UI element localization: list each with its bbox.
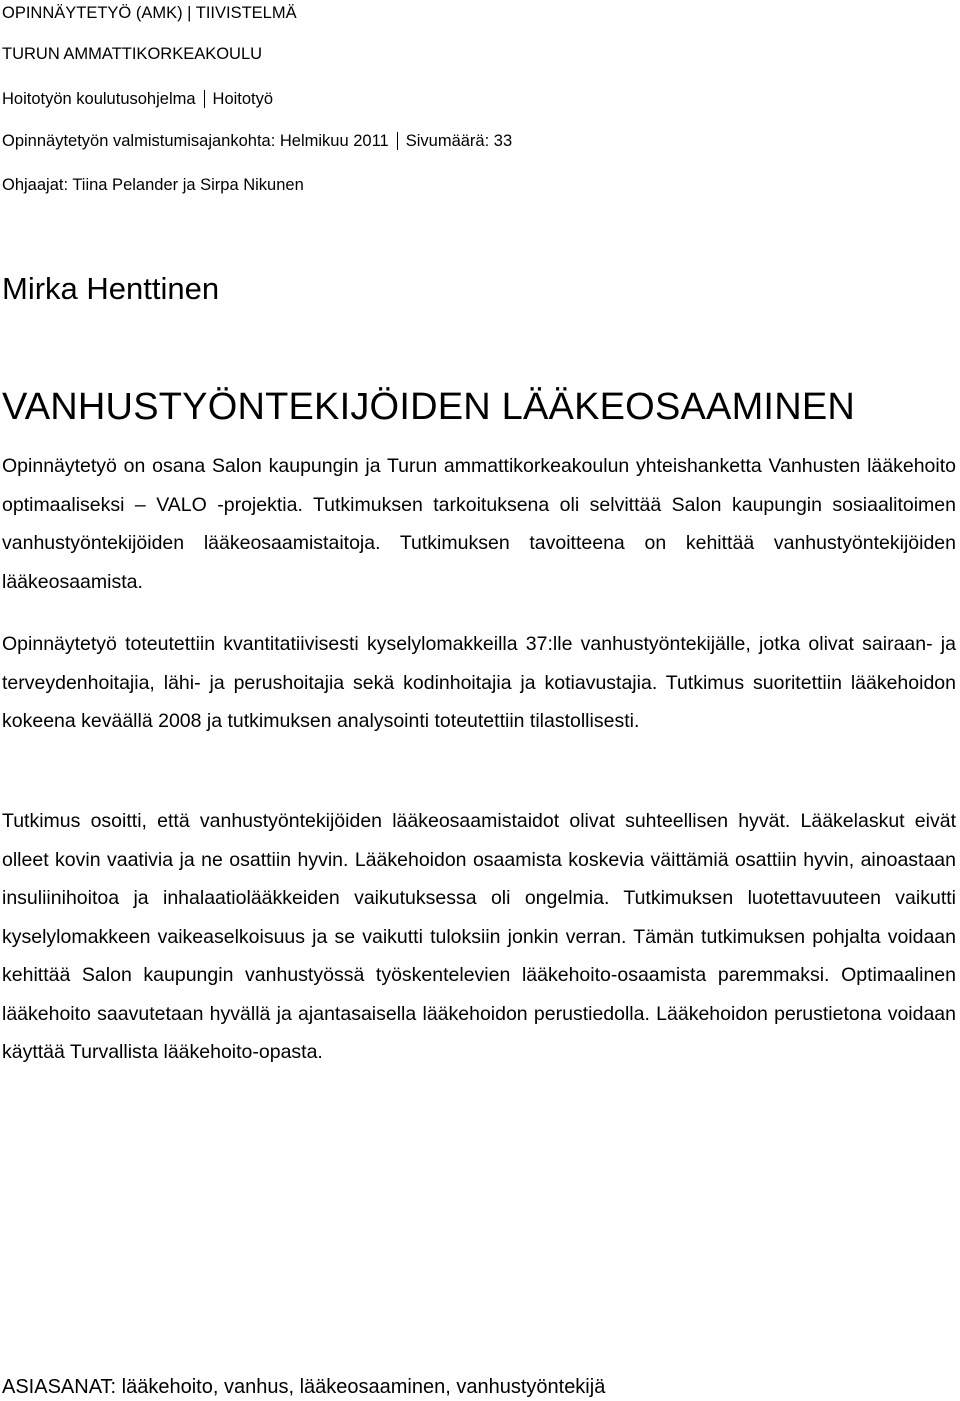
thesis-title: VANHUSTYÖNTEKIJÖIDEN LÄÄKEOSAAMINEN bbox=[2, 386, 856, 428]
abstract-paragraph-1: Opinnäytetyö on osana Salon kaupungin ja Turun ammattikorkeakoulun yhteishanketta Vanhusten lääkehoito optimaaliseksi – VALO -projektia. Tutkimuksen tarkoituksena oli selvittää Salon kaupungin sosiaalitoimen vanhustyöntekijöiden lääkeosaamistaitoja. Tutkimuksen tavoitteena on kehittää vanhustyöntekijöiden lääkeosaamista. bbox=[2, 455, 956, 593]
abstract-paragraph-2: Opinnäytetyö toteutettiin kvantitatiivisesti kyselylomakkeilla 37:lle vanhustyöntekijälle, jotka olivat sairaan- ja terveydenhoitajia, lähi- ja perushoitajia sekä kodinhoitajia ja kotiavustajia. Tutkimus suoritettiin lääkehoidon kokeena keväällä 2008 ja tutkimuksen analysointi toteutettiin tilastollisesti. bbox=[2, 633, 956, 732]
institution-name: TURUN AMMATTIKORKEAKOULU bbox=[2, 45, 263, 63]
completion-line bbox=[2, 131, 512, 151]
author-name: Mirka Henttinen bbox=[2, 271, 220, 306]
field-name: Hoitotyö bbox=[212, 90, 274, 108]
page-count: Sivumäärä: 33 bbox=[405, 132, 513, 150]
document-type-label: OPINNÄYTETYÖ (AMK) | TIIVISTELMÄ bbox=[2, 4, 297, 22]
completion-date: Opinnäytetyön valmistumisajankohta: Helmikuu 2011 bbox=[2, 132, 389, 150]
abstract-paragraph-3: Tutkimus osoitti, että vanhustyöntekijöiden lääkeosaamistaidot olivat suhteellisen hyvät. Lääkelaskut eivät olleet kovin vaativia ja ne osattiin hyvin. Lääkehoidon osaamista koskevia väittämiä osattiin hyvin, ainoastaan insuliinihoitoa ja inhalaatiolääkkeiden vaikutuksessa oli ongelmia. Tutkimuksen luotettavuuteen vaikutti kyselylomakkeen vaikeaselkoisuus ja se vaikutti tuloksiin jonkin verran. Tämän tutkimuksen pohjalta voidaan kehittää Salon kaupungin vanhustyössä työskentelevien lääkehoito-osaamista paremmaksi. Optimaalinen lääkehoito saavutetaan hyvällä ja ajantasaisella lääkehoidon perustiedolla. Lääkehoidon perustietona voidaan käyttää Turvallista lääkehoito-opasta. bbox=[2, 810, 956, 1063]
separator bbox=[204, 90, 205, 108]
programme-name: Hoitotyön koulutusohjelma bbox=[2, 90, 196, 108]
supervisors: Ohjaajat: Tiina Pelander ja Sirpa Nikunen bbox=[2, 176, 304, 194]
separator bbox=[397, 132, 398, 150]
programme-line bbox=[2, 89, 273, 109]
keywords: ASIASANAT: lääkehoito, vanhus, lääkeosaaminen, vanhustyöntekijä bbox=[2, 1376, 606, 1398]
